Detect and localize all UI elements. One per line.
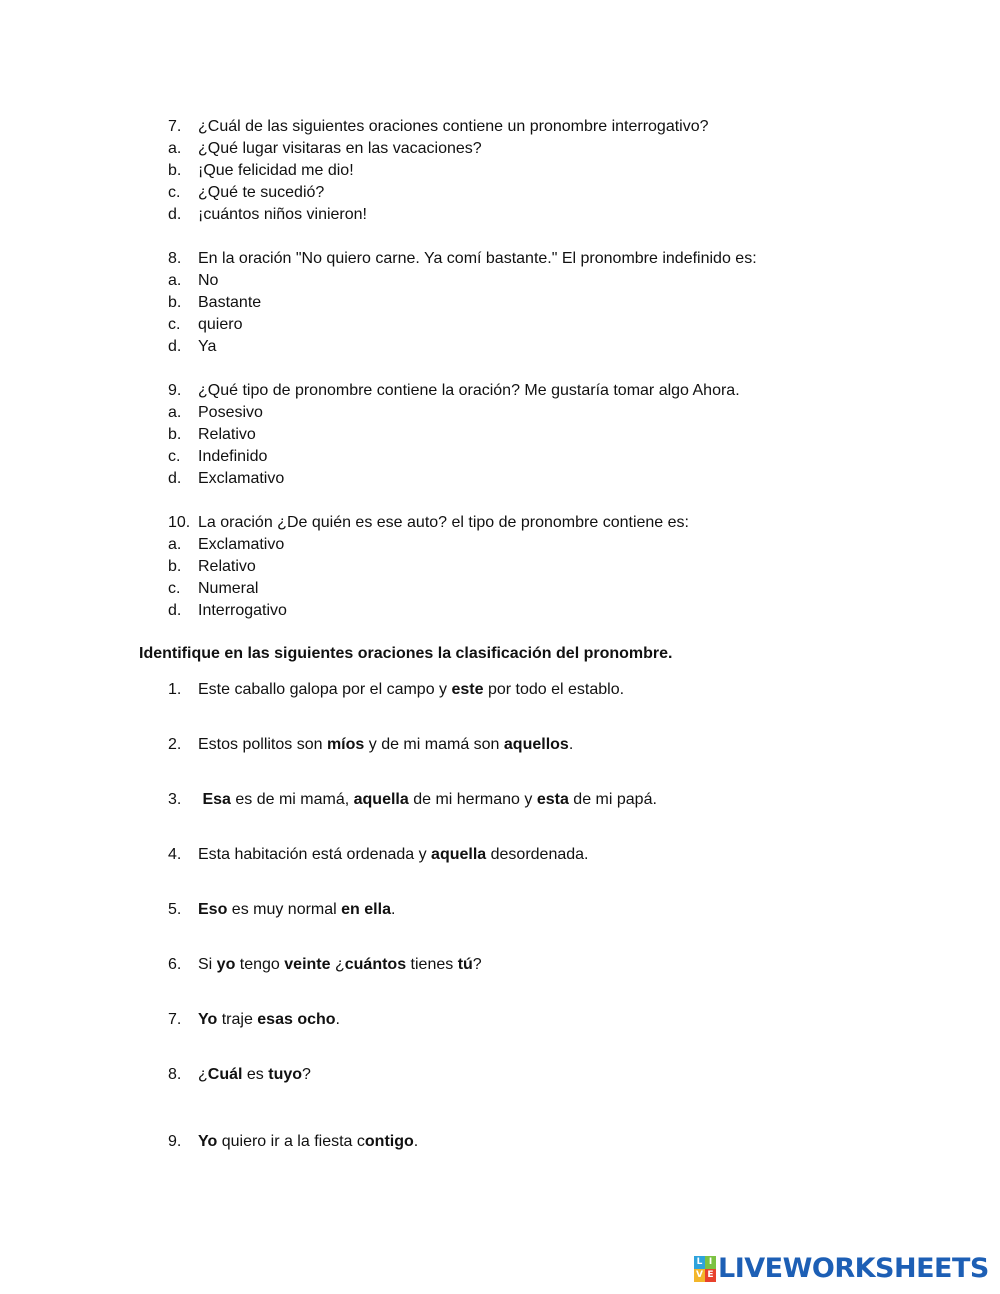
option-letter: d. [168, 206, 182, 223]
option-text: ¡cuántos niños vinieron! [198, 206, 367, 223]
sentence-number: 7. [168, 1011, 182, 1028]
sentence-fragment: . [568, 736, 574, 753]
pronoun-highlight: Yo [198, 1011, 218, 1028]
sentence-fragment: de mi papá. [568, 791, 657, 808]
sentence-text [198, 956, 482, 973]
sentence-4[interactable] [168, 844, 589, 866]
logo-tile-e: E [705, 1269, 716, 1282]
option-letter: a. [168, 272, 182, 289]
sentence-2[interactable] [168, 734, 573, 756]
option-text: ¡Que felicidad me dio! [198, 162, 354, 179]
sentence-text [198, 791, 657, 808]
pronoun-highlight: ontigo [364, 1133, 414, 1150]
sentence-text [198, 681, 624, 698]
pronoun-highlight: míos [326, 736, 365, 753]
option-text: Posesivo [198, 404, 263, 421]
sentence-fragment: es muy normal [227, 901, 342, 918]
pronoun-highlight: yo [216, 956, 236, 973]
logo-tile-i: I [705, 1256, 716, 1269]
sentence-fragment: . [413, 1133, 419, 1150]
sentence-number: 1. [168, 681, 182, 698]
option-text: Bastante [198, 294, 262, 311]
sentence-text [198, 1011, 340, 1028]
pronoun-highlight: aquella [431, 846, 487, 863]
pronoun-highlight: cuántos [344, 956, 407, 973]
pronoun-highlight: en ella [341, 901, 391, 918]
option-8d[interactable] [168, 336, 216, 358]
option-letter: b. [168, 558, 182, 575]
sentence-number: 9. [168, 1133, 182, 1150]
sentence-fragment: ? [472, 956, 482, 973]
option-letter: d. [168, 338, 182, 355]
pronoun-highlight: Eso [198, 901, 228, 918]
option-letter: a. [168, 140, 182, 157]
sentence-fragment: Este caballo galopa por el campo y [198, 681, 452, 698]
sentence-number: 8. [168, 1066, 182, 1083]
option-text: ¿Qué lugar visitaras en las vacaciones? [198, 140, 482, 157]
option-10d[interactable] [168, 600, 287, 622]
pronoun-highlight: este [451, 681, 484, 698]
section-heading: Identifique en las siguientes oraciones la clasificación del pronombre. [139, 645, 673, 662]
sentence-text [198, 736, 573, 753]
option-text: Relativo [198, 426, 256, 443]
option-text: Exclamativo [198, 536, 285, 553]
question-7 [168, 116, 709, 138]
option-letter: d. [168, 470, 182, 487]
logo-tile-v: V [694, 1269, 705, 1282]
option-7b[interactable] [168, 160, 354, 182]
question-number: 10. [168, 514, 191, 531]
sentence-text [198, 1066, 311, 1083]
option-letter: a. [168, 404, 182, 421]
option-letter: c. [168, 316, 181, 333]
sentence-8[interactable] [168, 1064, 311, 1086]
option-7a[interactable] [168, 138, 482, 160]
sentence-fragment: es [242, 1066, 269, 1083]
option-letter: d. [168, 602, 182, 619]
sentence-fragment: ¿ [330, 956, 345, 973]
sentence-fragment: ¿ [198, 1066, 208, 1083]
pronoun-highlight: Cuál [207, 1066, 243, 1083]
option-8b[interactable] [168, 292, 261, 314]
sentence-fragment: Si [198, 956, 217, 973]
question-number: 9. [168, 382, 182, 399]
option-10c[interactable] [168, 578, 258, 600]
sentence-fragment: desordenada. [486, 846, 589, 863]
sentence-fragment: por todo el establo. [483, 681, 625, 698]
liveworksheets-logo-icon [694, 1256, 716, 1282]
pronoun-highlight: tú [457, 956, 473, 973]
sentence-6[interactable] [168, 954, 482, 976]
pronoun-highlight: aquella [353, 791, 409, 808]
sentence-number: 2. [168, 736, 182, 753]
sentence-text [198, 901, 395, 918]
pronoun-highlight: esta [536, 791, 569, 808]
sentence-fragment: ? [302, 1066, 311, 1083]
question-number: 7. [168, 118, 182, 135]
question-text: ¿Qué tipo de pronombre contiene la oración? Me gustaría tomar algo Ahora. [198, 382, 740, 399]
option-10a[interactable] [168, 534, 284, 556]
option-letter: b. [168, 294, 182, 311]
pronoun-highlight: veinte [284, 956, 331, 973]
option-text: Numeral [198, 580, 259, 597]
option-text: Relativo [198, 558, 256, 575]
sentence-fragment: quiero ir a la fiesta c [217, 1133, 365, 1150]
option-9d[interactable] [168, 468, 284, 490]
question-number: 8. [168, 250, 182, 267]
option-text: ¿Qué te sucedió? [198, 184, 325, 201]
option-7c[interactable] [168, 182, 324, 204]
sentence-1[interactable] [168, 679, 624, 701]
pronoun-highlight: Yo [198, 1133, 218, 1150]
sentence-number: 5. [168, 901, 182, 918]
option-8c[interactable] [168, 314, 242, 336]
sentence-fragment: . [335, 1011, 340, 1028]
logo-tile-l: L [694, 1256, 705, 1269]
sentence-text [198, 846, 589, 863]
question-10 [168, 512, 689, 534]
sentence-fragment: Esta habitación está ordenada y [198, 846, 432, 863]
option-text: Ya [198, 338, 217, 355]
option-9c[interactable] [168, 446, 267, 468]
option-10b[interactable] [168, 556, 256, 578]
option-letter: c. [168, 580, 181, 597]
question-text: En la oración "No quiero carne. Ya comí bastante." El pronombre indefinido es: [198, 250, 757, 267]
sentence-fragment: tienes [406, 956, 458, 973]
option-text: No [198, 272, 219, 289]
option-9a[interactable] [168, 402, 263, 424]
pronoun-highlight: esas ocho [257, 1011, 336, 1028]
option-8a[interactable] [168, 270, 218, 292]
option-letter: b. [168, 426, 182, 443]
sentence-fragment: y de mi mamá son [364, 736, 504, 753]
sentence-number: 4. [168, 846, 182, 863]
option-text: Exclamativo [198, 470, 285, 487]
option-9b[interactable] [168, 424, 256, 446]
option-letter: b. [168, 162, 182, 179]
sentence-number: 3. [168, 791, 182, 808]
sentence-fragment: de mi hermano y [408, 791, 537, 808]
option-text: Interrogativo [198, 602, 287, 619]
sentence-7[interactable] [168, 1009, 340, 1031]
sentence-fragment: Estos pollitos son [198, 736, 327, 753]
question-9 [168, 380, 740, 402]
option-text: quiero [198, 316, 243, 333]
sentence-9[interactable] [168, 1131, 418, 1153]
logo-text: LIVEWORKSHEETS [718, 1253, 989, 1284]
sentence-3[interactable] [168, 789, 657, 811]
pronoun-highlight: tuyo [268, 1066, 303, 1083]
pronoun-highlight: Esa [202, 791, 231, 808]
pronoun-highlight: aquellos [503, 736, 569, 753]
sentence-fragment: tengo [235, 956, 285, 973]
sentence-fragment: es de mi mamá, [230, 791, 354, 808]
option-letter: c. [168, 184, 181, 201]
question-text: La oración ¿De quién es ese auto? el tipo de pronombre contiene es: [198, 514, 689, 531]
liveworksheets-logo [694, 1254, 989, 1284]
question-8 [168, 248, 757, 270]
option-text: Indefinido [198, 448, 268, 465]
option-7d[interactable] [168, 204, 367, 226]
sentence-text [198, 1133, 418, 1150]
option-letter: a. [168, 536, 182, 553]
sentence-5[interactable] [168, 899, 395, 921]
sentence-fragment: . [390, 901, 396, 918]
option-letter: c. [168, 448, 181, 465]
sentence-fragment: traje [217, 1011, 258, 1028]
sentence-number: 6. [168, 956, 182, 973]
question-text: ¿Cuál de las siguientes oraciones contiene un pronombre interrogativo? [198, 118, 709, 135]
